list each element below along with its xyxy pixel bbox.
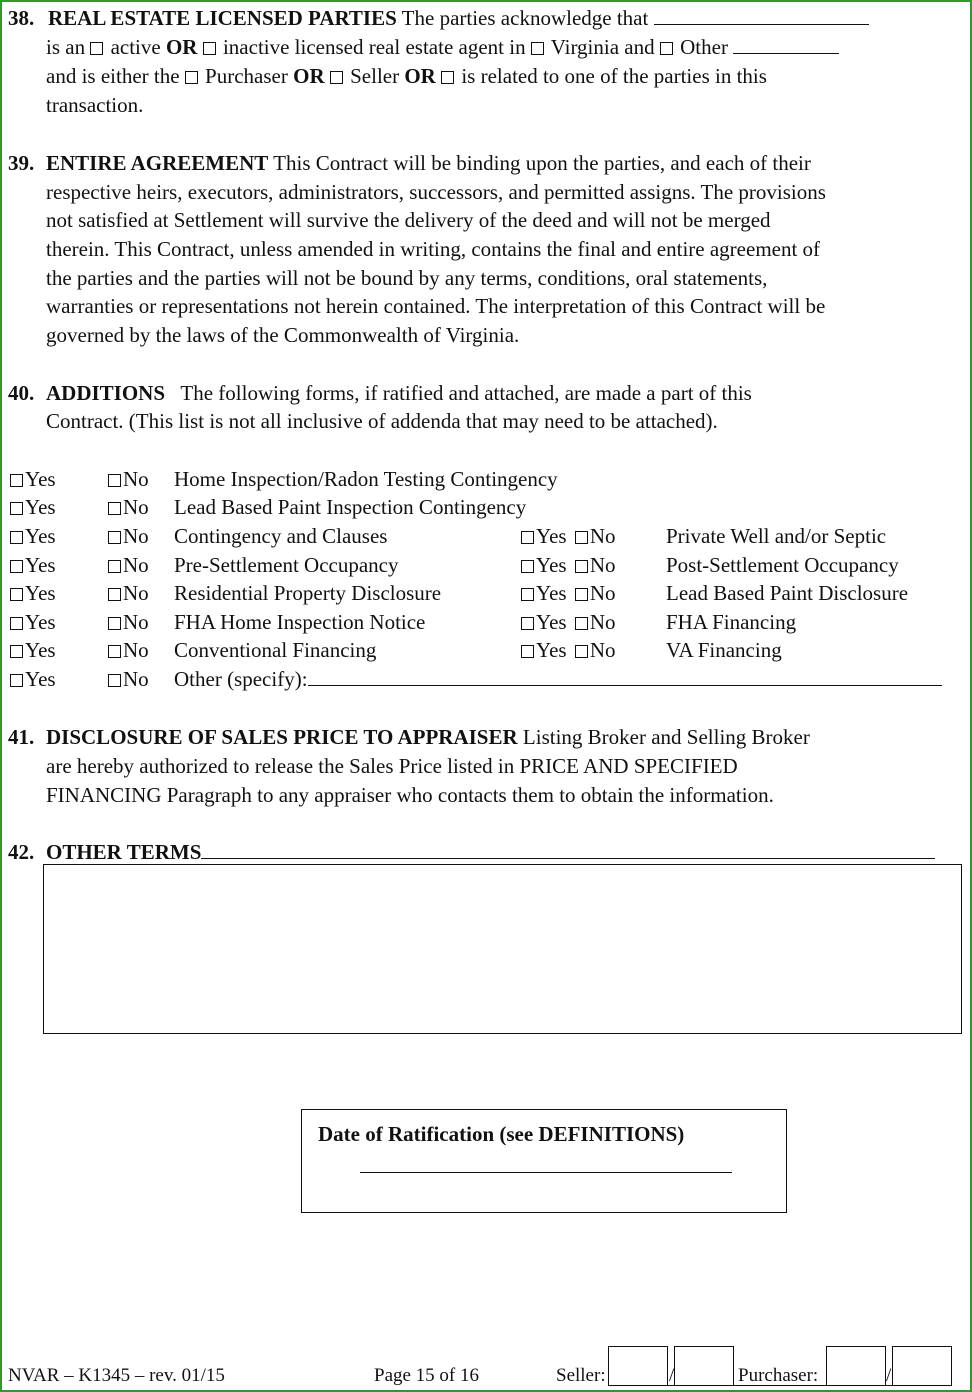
addition-item-label: Pre-Settlement Occupancy — [174, 553, 399, 577]
no-label: No — [123, 581, 149, 605]
addition-row-right — [521, 551, 615, 579]
addition-row — [10, 551, 56, 579]
yes-checkbox[interactable] — [10, 588, 23, 601]
purchaser-label: Purchaser — [205, 64, 288, 88]
no-checkbox[interactable] — [575, 645, 588, 658]
footer-initials-baseline — [608, 1385, 952, 1386]
addition-row — [10, 636, 56, 664]
other-terms-line — [201, 838, 935, 859]
yes-checkbox[interactable] — [10, 645, 23, 658]
addition-item-label: Residential Property Disclosure — [174, 581, 442, 605]
addition-row-no — [108, 465, 149, 493]
addition-item-label: Post-Settlement Occupancy — [666, 553, 899, 577]
no-checkbox[interactable] — [575, 531, 588, 544]
yes-label: Yes — [536, 581, 567, 605]
yes-checkbox[interactable] — [10, 560, 23, 573]
section-39-number: 39. — [8, 151, 35, 175]
or-text: OR — [293, 64, 325, 88]
addition-row — [10, 465, 56, 493]
yes-label: Yes — [25, 467, 56, 491]
yes-label: Yes — [25, 610, 56, 634]
seller-initials-box-2[interactable] — [674, 1346, 734, 1386]
section-39-line: governed by the laws of the Commonwealth of Virginia. — [46, 323, 520, 347]
section-40-number: 40. — [8, 381, 35, 405]
yes-label: Yes — [25, 524, 56, 548]
addition-row-right — [521, 579, 615, 607]
no-checkbox[interactable] — [108, 674, 121, 687]
yes-label: Yes — [536, 638, 567, 662]
section-39-line: the parties and the parties will not be bound by any terms, conditions, oral statements, — [46, 266, 768, 290]
yes-checkbox[interactable] — [521, 531, 534, 544]
related-checkbox[interactable] — [441, 71, 454, 84]
addition-row — [10, 665, 56, 693]
addition-row-no — [108, 522, 149, 550]
yes-checkbox[interactable] — [10, 617, 23, 630]
section-41-line: FINANCING Paragraph to any appraiser who contacts them to obtain the information. — [46, 783, 774, 807]
no-label: No — [123, 495, 149, 519]
section-39-line: warranties or representations not herein contained. The interpretation of this Contract will be — [46, 294, 826, 318]
ratification-label: Date of Ratification (see DEFINITIONS) — [318, 1122, 685, 1146]
no-label: No — [123, 467, 149, 491]
no-checkbox[interactable] — [108, 474, 121, 487]
other-specify-row — [174, 665, 942, 693]
other-specify-field[interactable] — [308, 665, 942, 686]
seller-initials-label: Seller: — [556, 1365, 606, 1386]
addition-row-no — [108, 579, 149, 607]
section-38-number: 38. — [8, 6, 35, 30]
purchaser-checkbox[interactable] — [185, 71, 198, 84]
no-label: No — [123, 638, 149, 662]
yes-label: Yes — [25, 495, 56, 519]
ratification-date-field[interactable] — [360, 1172, 732, 1173]
no-label: No — [123, 553, 149, 577]
section-39-line: This Contract will be binding upon the parties, and each of their — [273, 151, 811, 175]
yes-label: Yes — [25, 553, 56, 577]
no-label: No — [589, 638, 616, 662]
seller-initials-box-1[interactable] — [608, 1346, 668, 1386]
addition-item-label: Contingency and Clauses — [174, 524, 388, 548]
other-terms-textarea[interactable] — [43, 864, 962, 1034]
addition-item-label: Private Well and/or Septic — [666, 524, 887, 548]
initials-separator: / — [669, 1365, 675, 1386]
addition-row-no — [108, 636, 149, 664]
no-checkbox[interactable] — [108, 560, 121, 573]
addition-item-label: Lead Based Paint Disclosure — [666, 581, 909, 605]
yes-checkbox[interactable] — [521, 617, 534, 630]
section-38-intro: The parties acknowledge that — [401, 6, 649, 30]
yes-label: Yes — [536, 524, 567, 548]
addition-row-no — [108, 551, 149, 579]
section-41-line: are hereby authorized to release the Sales Price listed in PRICE AND SPECIFIED — [46, 754, 738, 778]
purchaser-initials-box-2[interactable] — [892, 1346, 952, 1386]
other-state-checkbox[interactable] — [660, 42, 673, 55]
no-checkbox[interactable] — [108, 502, 121, 515]
agent-name-field[interactable] — [654, 4, 869, 25]
addition-row-right — [521, 522, 615, 550]
addition-row-right — [521, 636, 615, 664]
yes-checkbox[interactable] — [10, 502, 23, 515]
addition-row — [10, 522, 56, 550]
section-41-number: 41. — [8, 725, 35, 749]
no-label: No — [123, 667, 149, 691]
addition-row-right — [521, 608, 615, 636]
yes-checkbox[interactable] — [521, 645, 534, 658]
addition-row-no — [108, 493, 149, 521]
section-41-line: Listing Broker and Selling Broker — [522, 725, 810, 749]
section-40-line: The following forms, if ratified and attached, are made a part of this — [180, 381, 752, 405]
virginia-checkbox[interactable] — [531, 42, 544, 55]
section-39-line: therein. This Contract, unless amended in writing, contains the final and entire agreement of — [46, 237, 821, 261]
yes-checkbox[interactable] — [521, 588, 534, 601]
yes-label: Yes — [25, 581, 56, 605]
seller-checkbox[interactable] — [330, 71, 343, 84]
active-checkbox[interactable] — [90, 42, 103, 55]
yes-checkbox[interactable] — [521, 560, 534, 573]
yes-checkbox[interactable] — [10, 531, 23, 544]
page-number: Page 15 of 16 — [374, 1365, 480, 1386]
addition-row-no — [108, 608, 149, 636]
section-41-title: DISCLOSURE OF SALES PRICE TO APPRAISER — [46, 725, 518, 749]
virginia-label: Virginia and — [550, 35, 655, 59]
no-label: No — [589, 581, 616, 605]
no-checkbox[interactable] — [108, 617, 121, 630]
no-checkbox[interactable] — [575, 588, 588, 601]
no-checkbox[interactable] — [108, 531, 121, 544]
yes-checkbox[interactable] — [10, 474, 23, 487]
addition-item-label: Home Inspection/Radon Testing Contingency — [174, 467, 558, 491]
addition-row — [10, 579, 56, 607]
section-39-line: not satisfied at Settlement will survive the delivery of the deed and will not be merged — [46, 208, 771, 232]
addition-row — [10, 608, 56, 636]
other-state-field[interactable] — [733, 33, 839, 54]
section-40-title: ADDITIONS — [46, 381, 166, 405]
addition-item-label: VA Financing — [666, 638, 782, 662]
section-40-line: Contract. (This list is not all inclusive of addenda that may need to be attached). — [46, 409, 718, 433]
yes-label: Yes — [536, 553, 567, 577]
no-label: No — [589, 610, 616, 634]
purchaser-initials-label: Purchaser: — [738, 1365, 819, 1386]
yes-label: Yes — [25, 667, 56, 691]
no-label: No — [123, 524, 149, 548]
active-label: active — [110, 35, 161, 59]
or-text: OR — [165, 35, 198, 59]
inactive-checkbox[interactable] — [203, 42, 216, 55]
section-38-line-4: transaction. — [46, 93, 144, 117]
addition-item-label: FHA Financing — [666, 610, 797, 634]
no-label: No — [123, 610, 149, 634]
or-text: OR — [404, 64, 436, 88]
section-42-number: 42. — [8, 840, 35, 864]
no-checkbox[interactable] — [575, 560, 588, 573]
yes-checkbox[interactable] — [10, 674, 23, 687]
section-39-line: respective heirs, executors, administrators, successors, and permitted assigns. The provisions — [46, 180, 826, 204]
no-label: No — [589, 524, 616, 548]
ratification-box — [301, 1109, 787, 1213]
inactive-label: inactive licensed real estate agent in — [222, 35, 526, 59]
initials-separator: / — [886, 1365, 892, 1386]
section-38-title: REAL ESTATE LICENSED PARTIES — [48, 6, 397, 30]
no-checkbox[interactable] — [108, 645, 121, 658]
either-text: and is either the — [46, 64, 180, 88]
addition-item-label: Lead Based Paint Inspection Contingency — [174, 495, 527, 519]
no-label: No — [589, 553, 616, 577]
related-label: is related to one of the parties in this — [461, 64, 767, 88]
addition-item-label: FHA Home Inspection Notice — [174, 610, 426, 634]
other-state-label: Other — [680, 35, 728, 59]
no-checkbox[interactable] — [575, 617, 588, 630]
section-42-title: OTHER TERMS — [46, 840, 202, 864]
addition-item-label: Conventional Financing — [174, 638, 377, 662]
yes-label: Yes — [25, 638, 56, 662]
seller-label: Seller — [350, 64, 400, 88]
no-checkbox[interactable] — [108, 588, 121, 601]
addition-row-no — [108, 665, 149, 693]
form-id: NVAR – K1345 – rev. 01/15 — [8, 1365, 225, 1386]
yes-label: Yes — [536, 610, 567, 634]
addition-item-label: Other (specify): — [174, 667, 308, 691]
section-39-title: ENTIRE AGREEMENT — [46, 151, 269, 175]
addition-row — [10, 493, 56, 521]
is-an-text: is an — [46, 35, 86, 59]
purchaser-initials-box-1[interactable] — [826, 1346, 886, 1386]
